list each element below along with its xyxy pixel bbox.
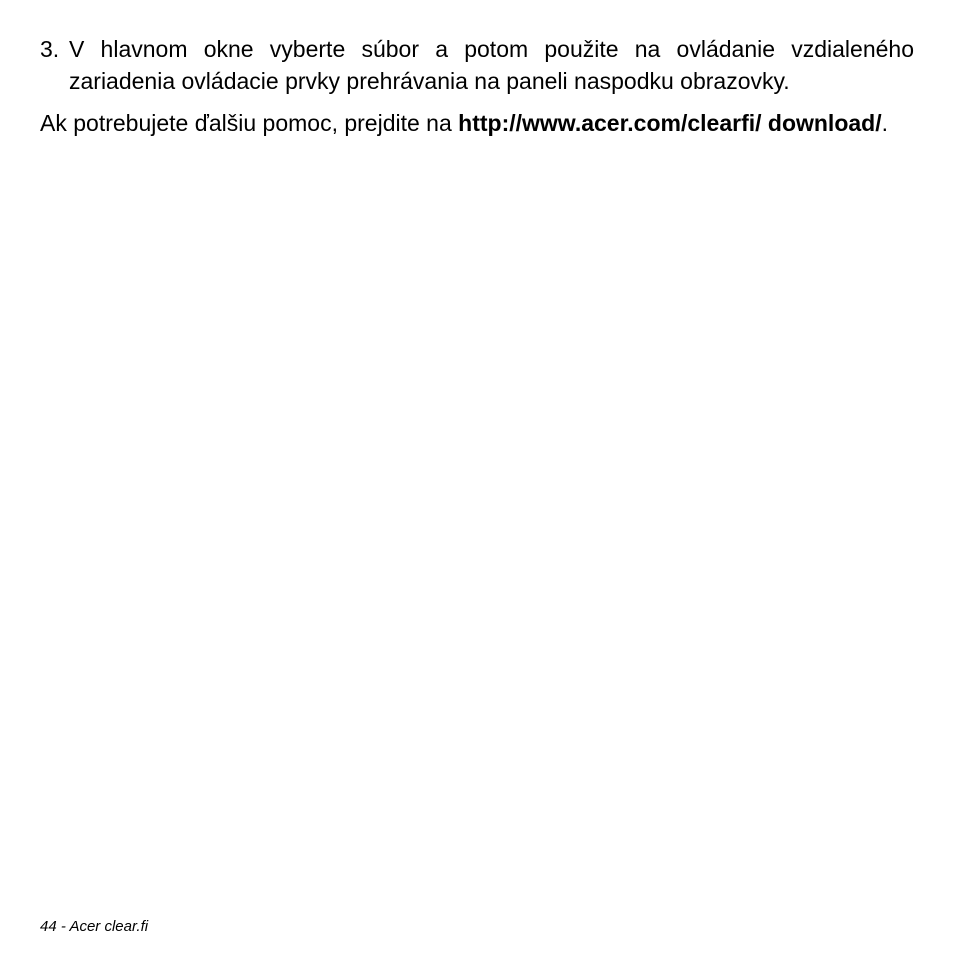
help-suffix: . [881,110,888,136]
page-footer: 44 - Acer clear.fi [40,918,149,935]
step-number: 3. [40,36,60,62]
step-text: V hlavnom okne vyberte súbor a potom použite na ovládanie vzdialeného zariadenia ovládacie prvky prehrávania na paneli naspodku obrazovky. [69,36,914,94]
help-text: Ak potrebujete ďalšiu pomoc, prejdite na [40,110,459,136]
instruction-step [40,33,914,97]
help-paragraph [40,107,914,139]
download-link[interactable]: http://www.acer.com/clearfi/ download/ [458,110,882,136]
page-content [40,33,914,139]
